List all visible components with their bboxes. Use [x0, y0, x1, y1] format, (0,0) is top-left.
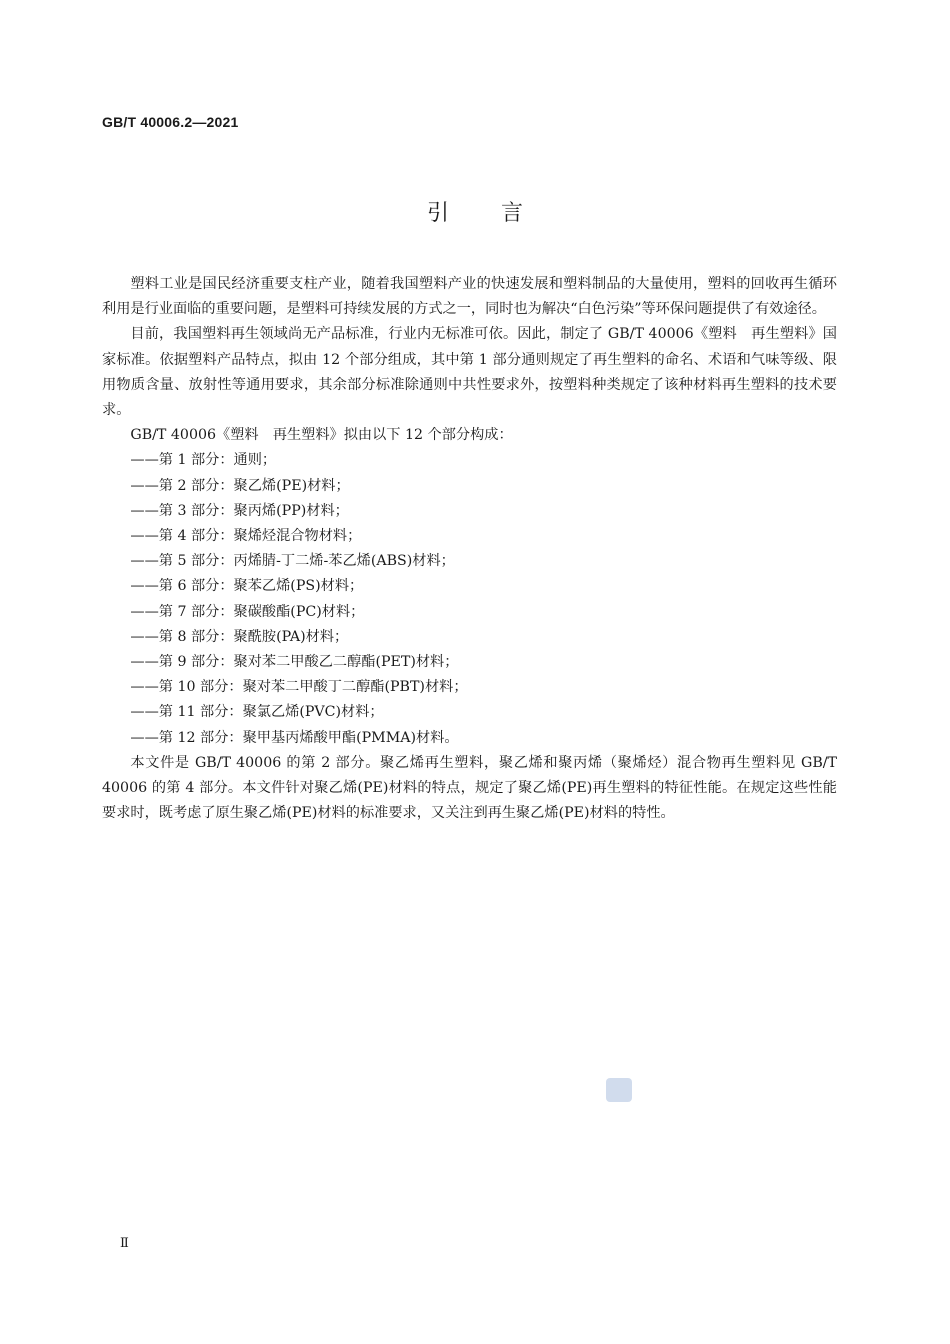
list-item: ——第 10 部分：聚对苯二甲酸丁二醇酯(PBT)材料； [130, 679, 468, 696]
page-number: Ⅱ [120, 1236, 129, 1251]
watermark-logo-icon [606, 1078, 632, 1102]
list-item: ——第 8 部分：聚酰胺(PA)材料； [130, 628, 349, 645]
document-body [102, 272, 837, 826]
list-item: ——第 12 部分：聚甲基丙烯酸甲酯(PMMA)材料。 [130, 729, 459, 746]
list-item: ——第 7 部分：聚碳酸酯(PC)材料； [130, 603, 365, 620]
paragraph-closing: 本文件是 GB/T 40006 的第 2 部分。聚乙烯再生塑料，聚乙烯和聚丙烯（聚烯烃）混合物再生塑料见 GB/T 40006 的第 4 部分。本文件针对聚乙烯(PE)材料的特点，规定了聚乙烯(PE)再生塑料的特征性能。在规定这些性能要求时，既考虑了原生聚乙烯(PE)材料的标准要求，又关注到再生聚乙烯(PE)材料的特性。 [102, 754, 837, 822]
document-code: GB/T 40006.2—2021 [102, 114, 239, 130]
list-item: ——第 1 部分：通则； [130, 452, 277, 469]
list-item: ——第 3 部分：聚丙烯(PP)材料； [130, 502, 349, 519]
list-item: ——第 5 部分：丙烯腈-丁二烯-苯乙烯(ABS)材料； [130, 553, 455, 570]
list-item: ——第 4 部分：聚烯烃混合物材料； [130, 528, 362, 545]
section-title: 引言 [426, 201, 575, 226]
paragraph-background: 目前，我国塑料再生领域尚无产品标准，行业内无标准可依。因此，制定了 GB/T 40006《塑料 再生塑料》国家标准。依据塑料产品特点，拟由 12 个部分组成，其中第 1 部分通则规定了再生塑料的命名、术语和气味等级、限用物质含量、放射性等通用要求，其余部分标准除通则中共性要求外，按塑料种类规定了该种材料再生塑料的技术要求。 [102, 326, 837, 419]
list-item: ——第 2 部分：聚乙烯(PE)材料； [130, 477, 350, 494]
paragraph-intro: 塑料工业是国民经济重要支柱产业，随着我国塑料产业的快速发展和塑料制品的大量使用，塑料的回收再生循环利用是行业面临的重要问题，是塑料可持续发展的方式之一，同时也为解决“白色污染”等环保问题提供了有效途径。 [102, 276, 837, 318]
parts-list [102, 448, 837, 750]
paragraph-parts-lead: GB/T 40006《塑料 再生塑料》拟由以下 12 个部分构成： [130, 427, 513, 444]
list-item: ——第 9 部分：聚对苯二甲酸乙二醇酯(PET)材料； [130, 654, 459, 671]
list-item: ——第 6 部分：聚苯乙烯(PS)材料； [130, 578, 364, 595]
list-item: ——第 11 部分：聚氯乙烯(PVC)材料； [130, 704, 384, 721]
